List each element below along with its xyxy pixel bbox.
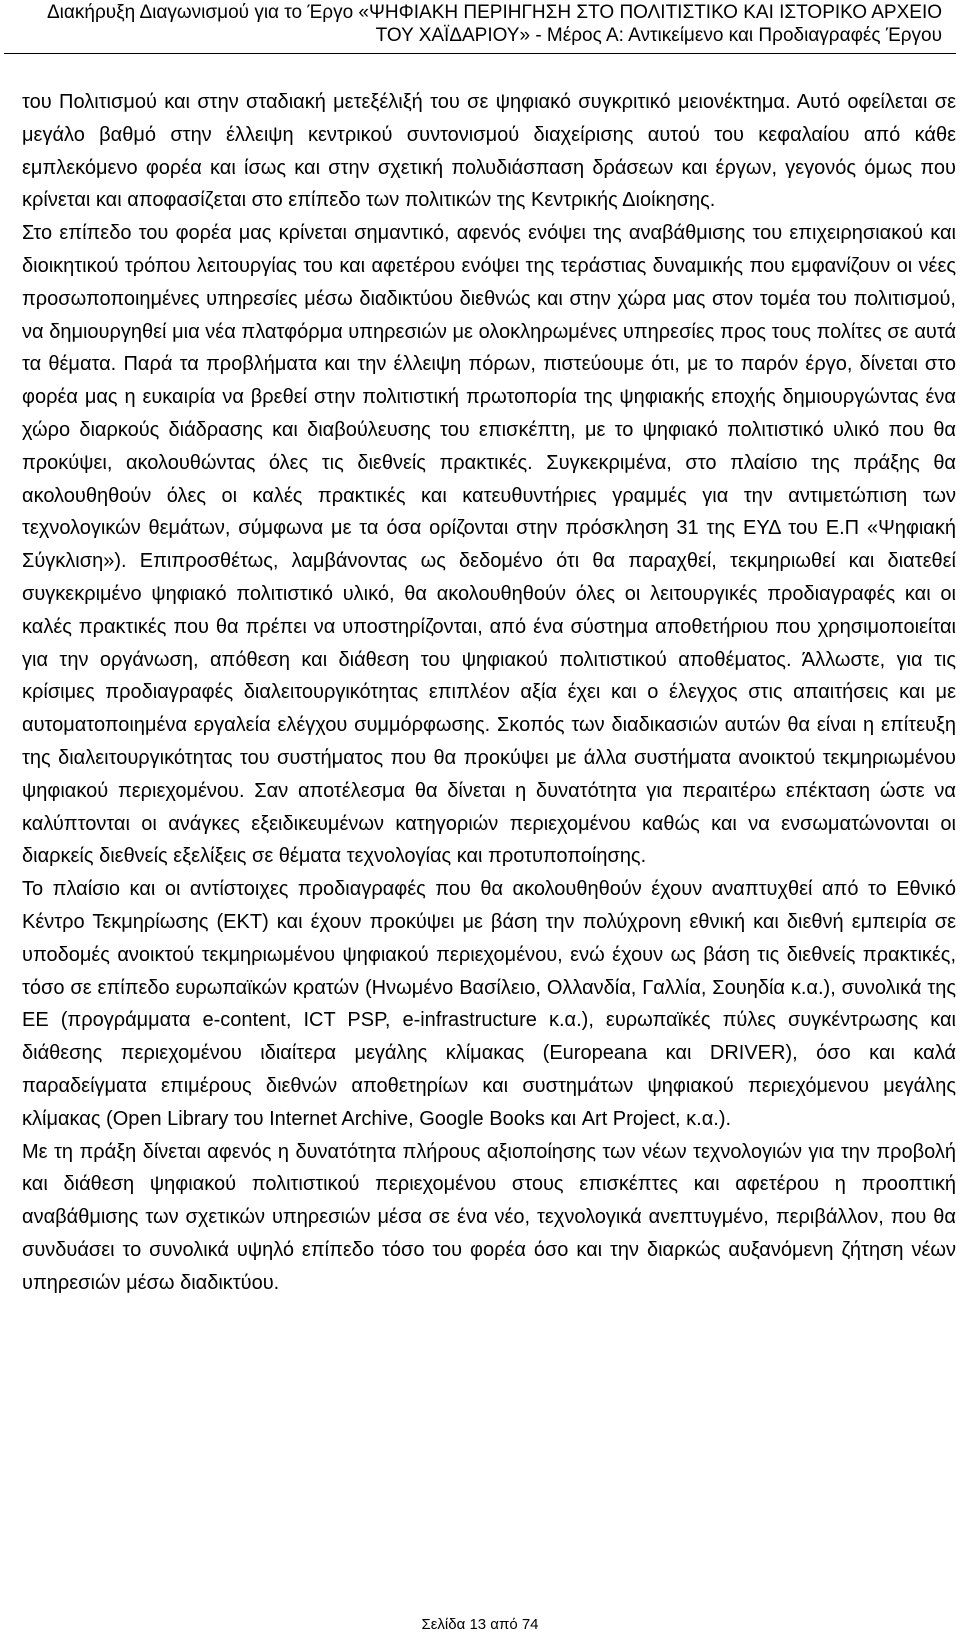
document-body bbox=[22, 86, 956, 1299]
page-header bbox=[0, 0, 960, 50]
paragraph-4: Με τη πράξη δίνεται αφενός η δυνατότητα πλήρους αξιοποίησης των νέων τεχνολογιών για την προβολή και διάθεση ψηφιακού πολιτιστικού περιεχομένου στους επισκέπτες και αφετέρου η προοπτική αναβάθμισης των σχετικών υπηρεσιών μέσα σε ένα νέο, τεχνολογικά ανεπτυγμένο, περιβάλλον, που θα συνδυάσει το συνολικά υψηλό επίπεδο τόσο του φορέα όσο και την διαρκώς αυξανόμενη ζήτηση νέων υπηρεσιών μέσω διαδικτύου. bbox=[22, 1140, 956, 1294]
header-title-line-1: Διακήρυξη Διαγωνισμού για το Έργο «ΨΗΦΙΑΚΗ ΠΕΡΙΗΓΗΣΗ ΣΤΟ ΠΟΛΙΤΙΣΤΙΚΟ ΚΑΙ ΙΣΤΟΡΙΚΟ ΑΡΧΕΙΟ bbox=[46, 2, 942, 23]
paragraph-3: Το πλαίσιο και οι αντίστοιχες προδιαγραφές που θα ακολουθηθούν έχουν αναπτυχθεί από το Εθνικό Κέντρο Τεκμηρίωσης (ΕΚΤ) και έχουν προκύψει με βάση την πολύχρονη εθνική και διεθνή εμπειρία σε υποδομές ανοικτού τεκμηριωμένου ψηφιακού περιεχομένου, ενώ έχουν ως βάση τις διεθνείς πρακτικές, τόσο σε επίπεδο ευρωπαϊκών κρατών (Ηνωμένο Βασίλειο, Ολλανδία, Γαλλία, Σουηδία κ.α.), συνολικά της ΕΕ (προγράμματα e-content, ICT PSP, e-infrastructure κ.α.), ευρωπαϊκές πύλες συγκέντρωσης και διάθεσης περιεχομένου ιδιαίτερα μεγάλης κλίμακας (Europeana και DRIVER), όσο και καλά παραδείγματα επιμέρους διεθνών αποθετηρίων και συστημάτων ψηφιακού περιεχόμενου μεγάλης κλίμακας (Open Library του Internet Archive, Google Books και Art Project, κ.α.). bbox=[22, 878, 956, 1130]
paragraph-1: του Πολιτισμού και στην σταδιακή μετεξέλιξή του σε ψηφιακό συγκριτικό μειονέκτημα. Αυτό οφείλεται σε μεγάλο βαθμό στην έλλειψη κεντρικού συντονισμού διαχείρισης αυτού του κεφαλαίου από κάθε εμπλεκόμενο φορέα και ίσως και στην σχετική πολυδιάσπαση δράσεων και έργων, γεγονός όμως που κρίνεται και αποφασίζεται στο επίπεδο των πολιτικών της Κεντρικής Διοίκησης. bbox=[22, 91, 956, 212]
header-divider bbox=[4, 53, 956, 54]
paragraph-2: Στο επίπεδο του φορέα μας κρίνεται σημαντικό, αφενός ενόψει της αναβάθμισης του επιχειρησιακού και διοικητικού τρόπου λειτουργίας του και αφετέρου ενόψει της τεράστιας δυναμικής που εμφανίζουν οι νέες προσωποποιημένες υπηρεσίες μέσω διαδικτύου διεθνώς και στην χώρα μας στον τομέα του πολιτισμού, να δημιουργηθεί μια νέα πλατφόρμα υπηρεσιών με ολοκληρωμένες υπηρεσίες προς τους πολίτες σε αυτά τα θέματα. Παρά τα προβλήματα και την έλλειψη πόρων, πιστεύουμε ότι, με το παρόν έργο, δίνεται στο φορέα μας η ευκαιρία να βρεθεί στην πολιτιστική πρωτοπορία της ψηφιακής εποχής δημιουργώντας ένα χώρο διαρκούς διάδρασης και διαβούλευσης του επισκέπτη, με το ψηφιακό πολιτιστικό υλικό που θα προκύψει, ακολουθώντας όλες τις διεθνείς πρακτικές. Συγκεκριμένα, στο πλαίσιο της πράξης θα ακολουθηθούν όλες οι καλές πρακτικές και κατευθυντήριες γραμμές για την αντιμετώπιση των τεχνολογικών θεμάτων, σύμφωνα με τα όσα ορίζονται στην πρόσκληση 31 της ΕΥΔ του Ε.Π «Ψηφιακή Σύγκλιση»). Επιπροσθέτως, λαμβάνοντας ως δεδομένο ότι θα παραχθεί, τεκμηριωθεί και διατεθεί συγκεκριμένο ψηφιακό πολιτιστικό υλικό, θα ακολουθηθούν όλες οι λειτουργικές προδιαγραφές και οι καλές πρακτικές που θα πρέπει να υποστηρίζονται, από ένα σύστημα αποθετήριου που χρησιμοποιείται για την οργάνωση, απόθεση και διάθεση του ψηφιακού πολιτιστικού αποθέματος. Άλλωστε, για τις κρίσιμες προδιαγραφές διαλειτουργικότητας επιπλέον αξία έχει και ο έλεγχος στις απαιτήσεις και με αυτοματοποιημένα εργαλεία ελέγχου συμμόρφωσης. Σκοπός των διαδικασιών αυτών θα είναι η επίτευξη της διαλειτουργικότητας του συστήματος που θα προκύψει με άλλα συστήματα ανοικτού τεκμηριωμένου ψηφιακού περιεχομένου. Σαν αποτέλεσμα θα δίνεται η δυνατότητα για περαιτέρω επέκταση ώστε να καλύπτονται οι ανάγκες εξειδικευμένων κατηγοριών περιεχομένου καθώς και να ενσωματώνονται οι διαρκείς διεθνείς εξελίξεις σε θέματα τεχνολογίας και προτυποποίησης. bbox=[22, 222, 956, 868]
page-number: Σελίδα 13 από 74 bbox=[421, 1616, 539, 1633]
header-title-line-2: ΤΟΥ ΧΑΪΔΑΡΙΟΥ» - Μέρος Α: Αντικείμενο και Προδιαγραφές Έργου bbox=[375, 25, 942, 46]
